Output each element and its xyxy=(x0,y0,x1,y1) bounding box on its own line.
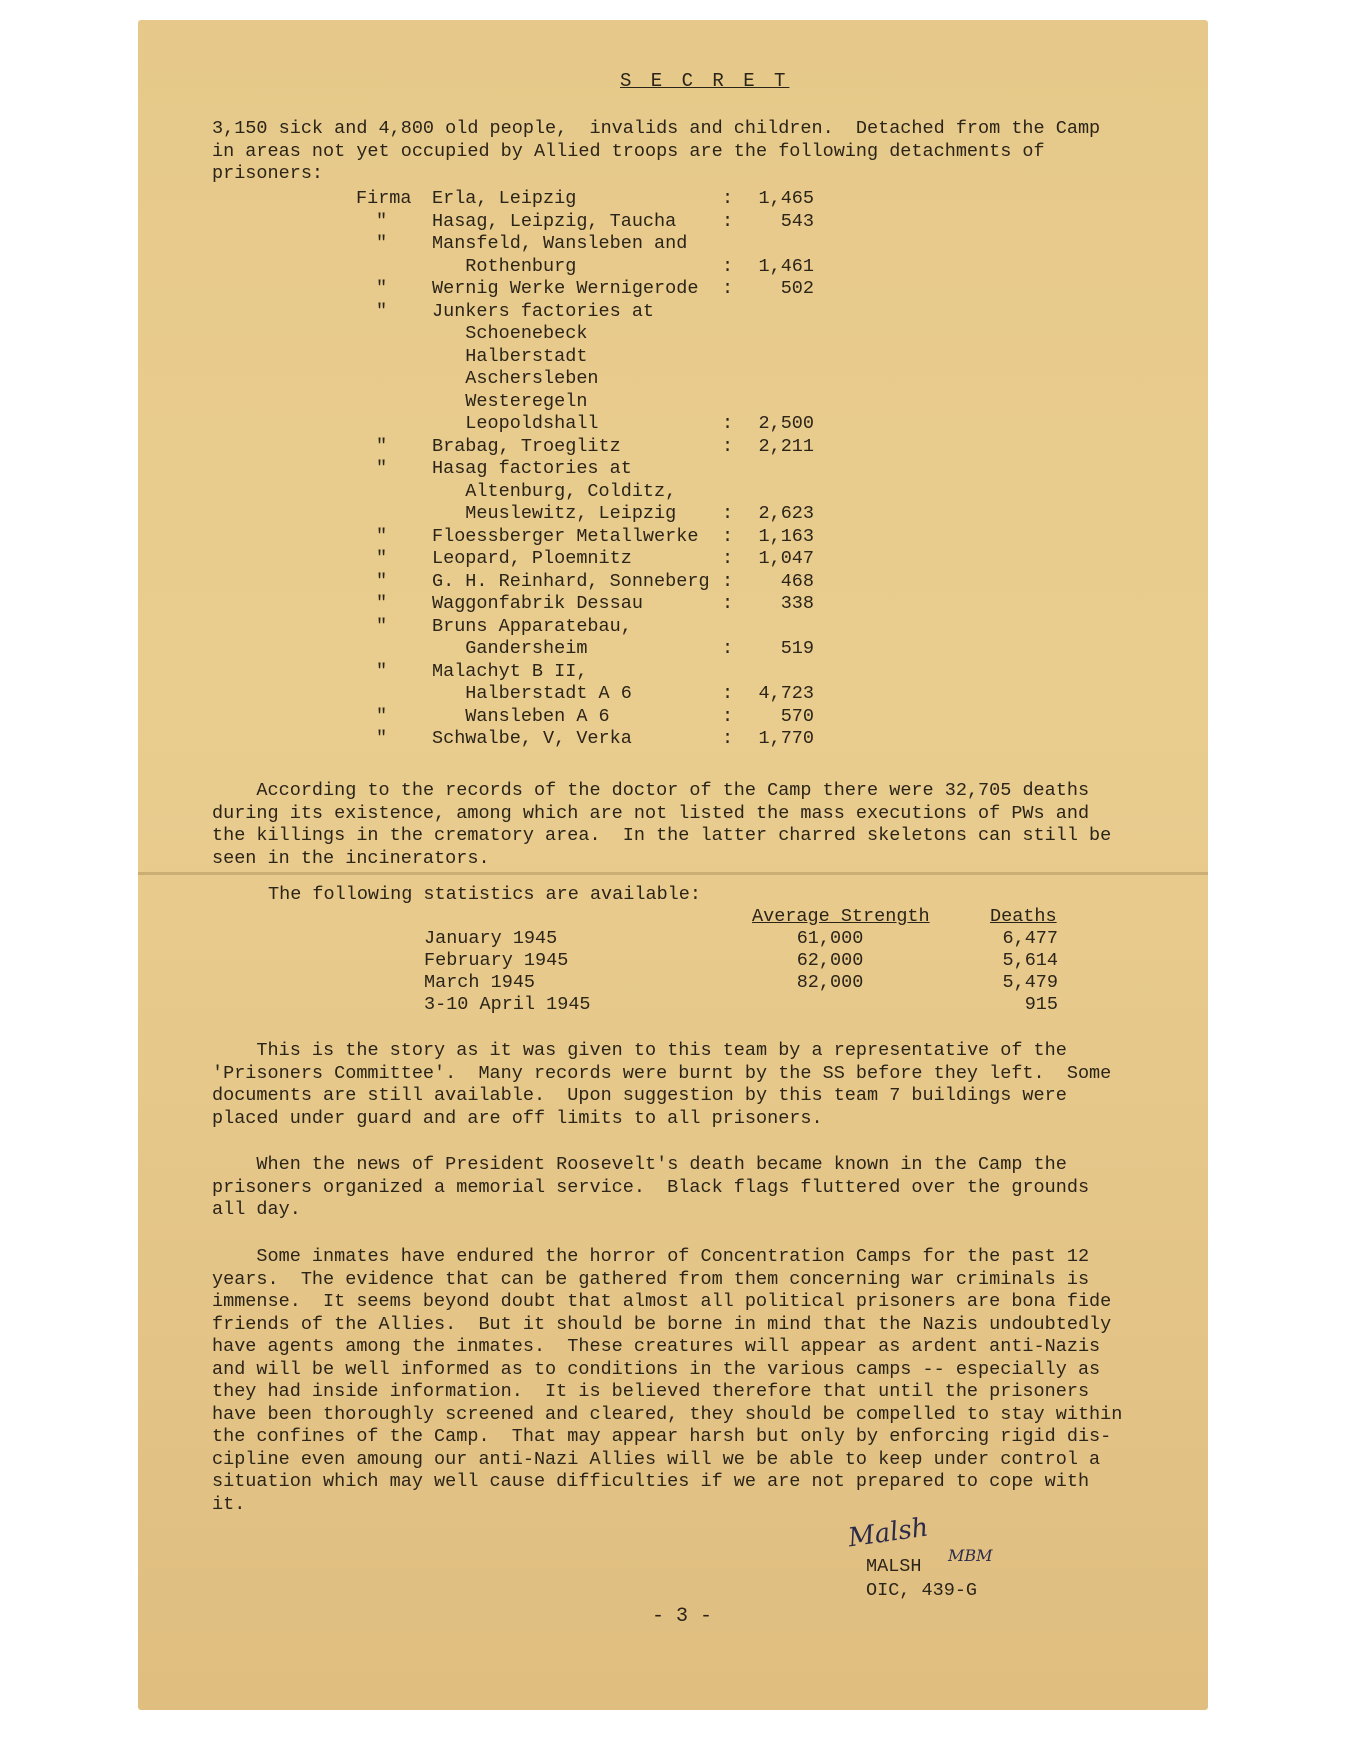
detachment-name-line: Halberstadt xyxy=(432,345,588,367)
detachment-name-line: Mansfeld, Wansleben and xyxy=(432,233,688,254)
detachment-count: 338 xyxy=(780,593,814,614)
story-paragraph: This is the story as it was given to this team by a representative of the 'Prisoners Committee'. Many records were burnt by the SS before they left. Some documents are still available. Upon suggestion by this team 7 buildings were placed under guard and are off limits to all prisoners. xyxy=(212,1040,1112,1129)
colon-separator: : xyxy=(722,278,734,299)
colon-separator: : xyxy=(722,255,734,277)
detachment-count: 502 xyxy=(780,278,814,299)
detachment-count: 1,770 xyxy=(758,728,814,749)
detachment-prefix: " xyxy=(376,705,388,727)
signatory-name: MALSH xyxy=(866,1556,922,1577)
detachment-prefix: " xyxy=(376,548,388,569)
stat-deaths: 5,614 xyxy=(1002,950,1058,971)
detachment-count: 1,047 xyxy=(758,548,814,569)
column-header-deaths: Deaths xyxy=(990,906,1057,927)
detachment-name-line: Hasag factories at xyxy=(432,458,632,479)
stat-period: March 1945 xyxy=(424,972,536,993)
detachment-name-line: Schwalbe, V, Verka xyxy=(432,728,632,749)
detachment-name-line: Floessberger Metallwerke xyxy=(432,525,699,547)
detachment-name-line: Hasag, Leipzig, Taucha xyxy=(432,210,677,232)
detachment-name-line: Junkers factories at xyxy=(432,300,655,322)
stat-deaths: 5,479 xyxy=(1002,972,1058,993)
detachment-prefix: " xyxy=(376,570,388,592)
colon-separator: : xyxy=(722,548,734,569)
intro-paragraph: 3,150 sick and 4,800 old people, invalids and children. Detached from the Camp in areas not yet occupied by Allied troops are the following detachments of prisoners: xyxy=(212,118,1101,184)
detachment-name-line: Wernig Werke Wernigerode xyxy=(432,278,699,299)
detachment-count: 570 xyxy=(780,705,814,727)
colon-separator: : xyxy=(722,435,734,457)
deaths-paragraph: According to the records of the doctor of the Camp there were 32,705 deaths during its existence, among which are not listed the mass executions of PWs and the killings in the crematory area. In the latter charred skeletons can still be seen in the incinerators. xyxy=(212,780,1112,869)
detachment-name-line: Altenburg, Colditz, xyxy=(432,480,677,502)
detachment-count: 4,723 xyxy=(758,683,814,704)
detachment-prefix: Firma xyxy=(356,188,412,209)
detachment-count: 1,461 xyxy=(758,255,814,277)
detachment-count: 2,500 xyxy=(758,413,814,434)
stat-deaths: 915 xyxy=(1024,994,1058,1015)
detachment-name-line: Schoenebeck xyxy=(432,323,588,344)
colon-separator: : xyxy=(722,188,734,209)
detachment-count: 1,465 xyxy=(758,188,814,209)
detachment-name-line: Erla, Leipzig xyxy=(432,188,577,209)
colon-separator: : xyxy=(722,413,734,434)
detachment-name-line: Bruns Apparatebau, xyxy=(432,615,632,637)
colon-separator: : xyxy=(722,503,734,524)
colon-separator: : xyxy=(722,525,734,547)
colon-separator: : xyxy=(722,570,734,592)
detachment-prefix: " xyxy=(376,210,388,232)
detachment-name-line: Wansleben A 6 xyxy=(432,705,610,727)
colon-separator: : xyxy=(722,728,734,749)
detachment-name-line: Aschersleben xyxy=(432,368,599,389)
detachment-prefix: " xyxy=(376,660,388,682)
column-header-strength: Average Strength xyxy=(752,906,930,927)
detachment-prefix: " xyxy=(376,615,388,637)
detachment-prefix: " xyxy=(376,728,388,749)
detachment-name-line: Waggonfabrik Dessau xyxy=(432,593,643,614)
detachment-count: 543 xyxy=(780,210,814,232)
detachment-count: 1,163 xyxy=(758,525,814,547)
inmates-paragraph: Some inmates have endured the horror of Concentration Camps for the past 12 years. The evidence that can be gathered from them concerning war criminals is immense. It seems beyond doubt that almost all political prisoners are bona fide friends of the Allies. But it should be borne in mind that the Nazis undoubtedly have agents among the inmates. These creatures will appear as ardent anti-Nazis and will be well informed as to conditions in the various camps -- especially as they had inside information. It is believed therefore that until the prisoners have been thoroughly screened and cleared, they should be compelled to stay within the confines of the Camp. That may appear harsh but only by enforcing rigid dis- cipline even amoung our anti-Nazi Allies will we be able to keep under control a situation which may well cause difficulties if we are not prepared to cope with it. xyxy=(212,1246,1123,1515)
colon-separator: : xyxy=(722,683,734,704)
detachment-name-line: G. H. Reinhard, Sonneberg xyxy=(432,570,710,592)
detachment-count: 519 xyxy=(780,638,814,659)
detachment-name-line: Halberstadt A 6 xyxy=(432,683,632,704)
colon-separator: : xyxy=(722,593,734,614)
document-heading: S E C R E T xyxy=(620,70,790,92)
signatory-title: OIC, 439-G xyxy=(866,1580,978,1601)
signature-initials: MBM xyxy=(948,1546,993,1565)
roosevelt-paragraph: When the news of President Roosevelt's death became known in the Camp the prisoners organized a memorial service. Black flags fluttered over the grounds all day. xyxy=(212,1154,1090,1220)
detachment-count: 468 xyxy=(780,570,814,592)
detachment-prefix: " xyxy=(376,278,388,299)
detachment-name-line: Rothenburg xyxy=(432,255,577,277)
page-number: - 3 - xyxy=(652,1605,713,1628)
detachment-prefix: " xyxy=(376,233,388,254)
stat-strength: 82,000 xyxy=(796,972,864,993)
detachment-name-line: Westeregeln xyxy=(432,390,588,412)
stat-period: February 1945 xyxy=(424,950,569,971)
detachment-prefix: " xyxy=(376,593,388,614)
detachment-prefix: " xyxy=(376,525,388,547)
detachment-count: 2,623 xyxy=(758,503,814,524)
colon-separator: : xyxy=(722,210,734,232)
colon-separator: : xyxy=(722,638,734,659)
detachment-prefix: " xyxy=(376,300,388,322)
detachment-count: 2,211 xyxy=(758,435,814,457)
detachment-name-line: Leopard, Ploemnitz xyxy=(432,548,632,569)
stat-deaths: 6,477 xyxy=(1002,928,1058,949)
paper-fold xyxy=(138,872,1208,875)
detachment-prefix: " xyxy=(376,458,388,479)
detachment-name-line: Brabag, Troeglitz xyxy=(432,435,621,457)
detachment-name-line: Meuslewitz, Leipzig xyxy=(432,503,677,524)
detachment-name-line: Gandersheim xyxy=(432,638,588,659)
detachment-name-line: Malachyt B II, xyxy=(432,660,588,682)
stat-period: January 1945 xyxy=(424,928,558,949)
stat-strength: 62,000 xyxy=(796,950,864,971)
detachment-name-line: Leopoldshall xyxy=(432,413,599,434)
handwritten-signature: Malsh xyxy=(846,1512,931,1554)
stat-period: 3-10 April 1945 xyxy=(424,994,591,1015)
stat-strength: 61,000 xyxy=(796,928,864,949)
statistics-intro: The following statistics are available: xyxy=(268,884,701,905)
colon-separator: : xyxy=(722,705,734,727)
detachment-prefix: " xyxy=(376,435,388,457)
